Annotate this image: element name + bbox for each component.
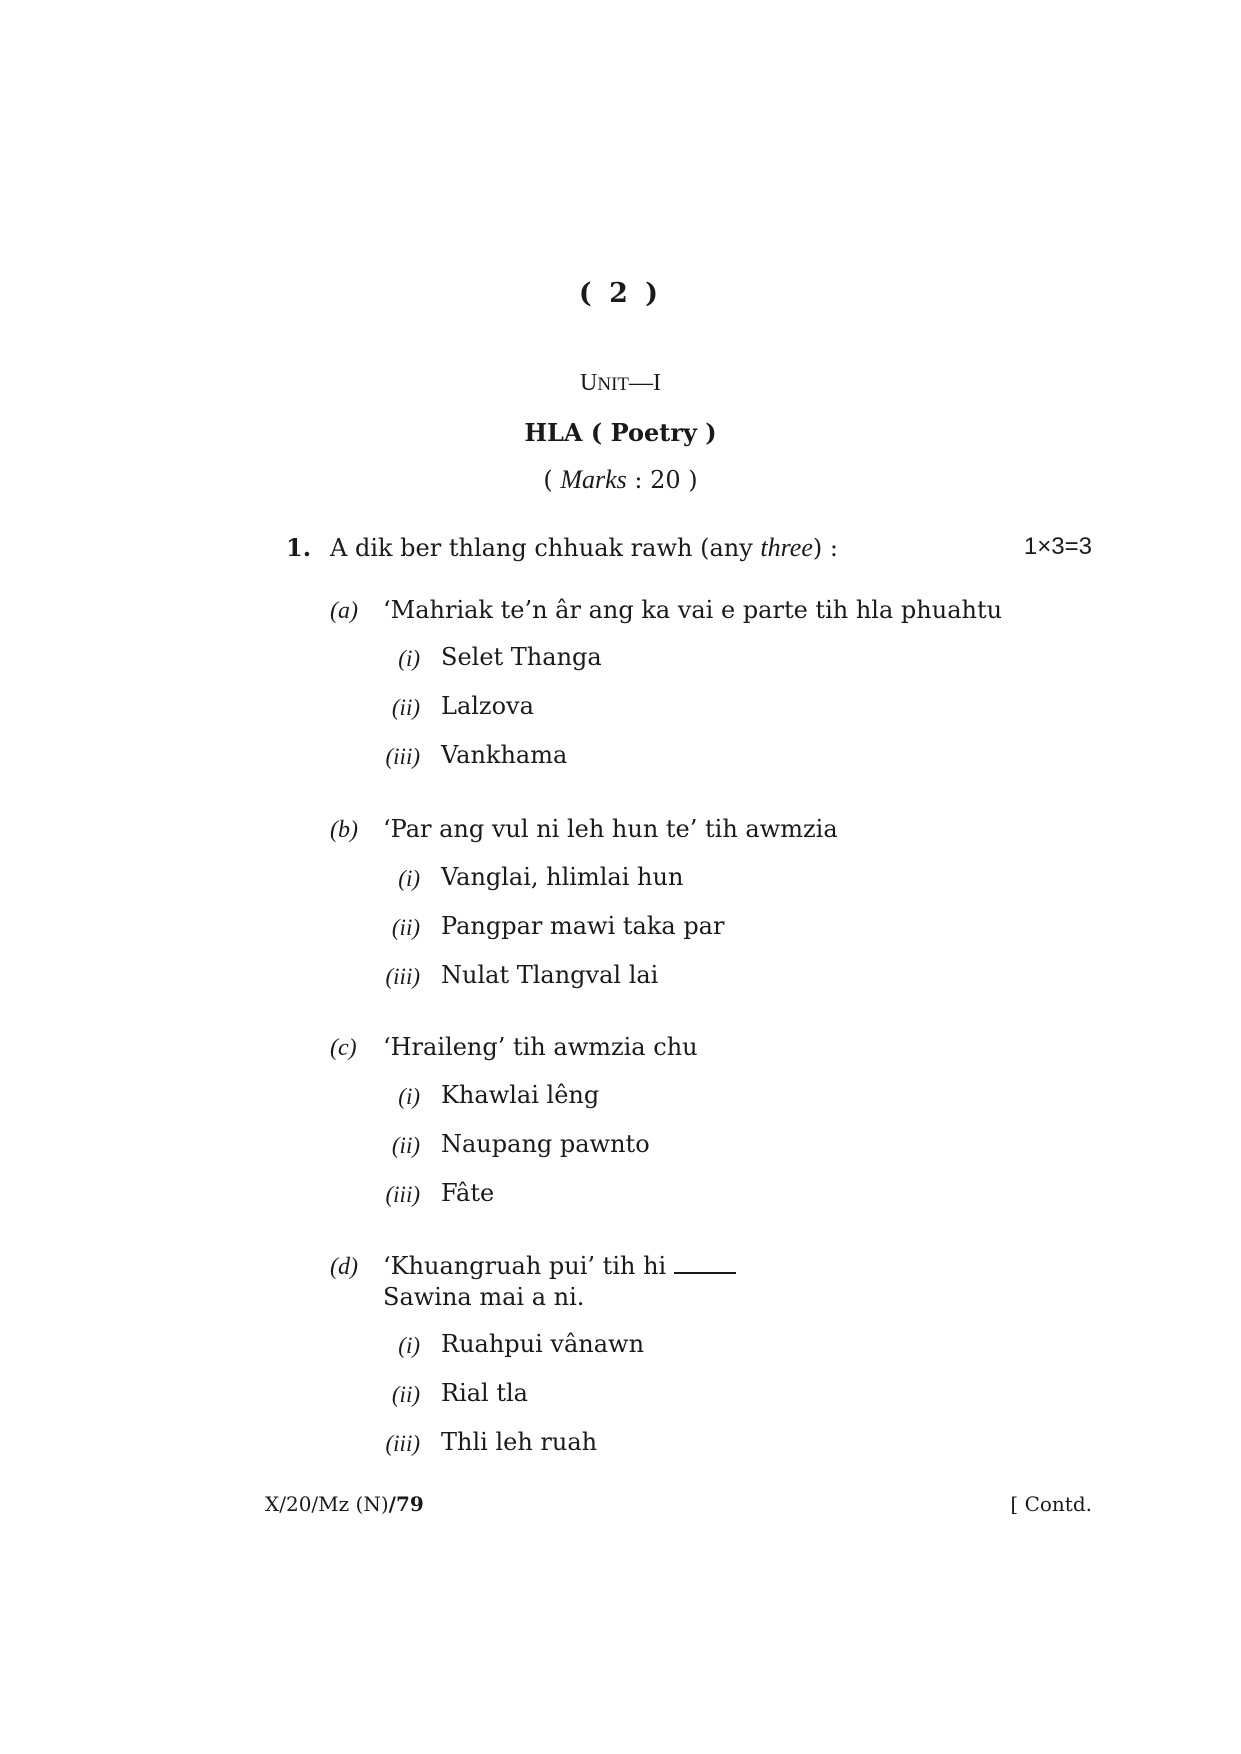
part-d-label: (d): [330, 1254, 358, 1280]
unit-prefix: U: [580, 370, 598, 396]
part-a-option-ii-text: Lalzova: [441, 692, 534, 720]
part-c-option-i-text: Khawlai lêng: [441, 1081, 600, 1109]
question-text-italic: three: [760, 533, 813, 562]
part-b-text: ‘Par ang vul ni leh hun te’ tih awmzia: [383, 815, 838, 843]
part-c-option-ii-label: (ii): [391, 1133, 420, 1158]
part-d-option-i-text: Ruahpui vânawn: [441, 1330, 645, 1358]
unit-suffix: —I: [629, 370, 661, 396]
part-b-option-ii-label: (ii): [391, 915, 420, 940]
part-d-option-iii-label: (iii): [385, 1431, 420, 1456]
part-d-option-ii-text: Rial tla: [441, 1379, 528, 1407]
part-a-option-i-label: (i): [398, 646, 420, 671]
part-c-option-i-label: (i): [398, 1084, 420, 1109]
question-text-before: A dik ber thlang chhuak rawh (any: [330, 534, 761, 562]
section-title: HLA ( Poetry ): [524, 418, 717, 447]
part-b-option-iii-label: (iii): [385, 964, 420, 989]
part-d-text: ‘Khuangruah pui’ tih hi: [383, 1252, 667, 1280]
fill-in-blank: [674, 1268, 736, 1274]
part-c-option-iii-label: (iii): [385, 1182, 420, 1207]
part-d-option-ii-label: (ii): [391, 1382, 420, 1407]
part-a-option-i-text: Selet Thanga: [441, 643, 602, 671]
part-b-option-iii-text: Nulat Tlangval lai: [441, 961, 659, 989]
part-d-option-iii-text: Thli leh ruah: [441, 1428, 598, 1456]
part-b-option-ii-text: Pangpar mawi taka par: [441, 912, 725, 940]
marks-label: Marks: [560, 465, 627, 494]
page-number: ( 2 ): [578, 278, 663, 309]
part-b-option-i-label: (i): [398, 866, 420, 891]
section-marks: [0, 465, 1241, 495]
paper-code-bold: /79: [388, 1492, 424, 1516]
contd-label: [ Contd.: [1010, 1492, 1092, 1516]
part-a-option-iii-text: Vankhama: [441, 741, 568, 769]
question-text: [330, 533, 838, 563]
part-c-option-ii-text: Naupang pawnto: [441, 1130, 650, 1158]
question-number: 1.: [286, 533, 312, 562]
marks-value: : 20 ): [626, 466, 698, 494]
question-text-after: ) :: [812, 534, 838, 562]
part-a-text: ‘Mahriak te’n âr ang ka vai e parte tih hla phuahtu: [383, 596, 1003, 624]
marks-open: (: [543, 466, 561, 494]
part-d-text-line-1: [383, 1251, 736, 1282]
part-b-label: (b): [330, 817, 358, 843]
part-c-text: ‘Hraileng’ tih awmzia chu: [383, 1033, 698, 1061]
paper-code-text: X/20/Mz (N): [265, 1492, 389, 1516]
question-marks: 1×3=3: [1023, 533, 1092, 560]
part-c-option-iii-text: Fâte: [441, 1179, 495, 1207]
part-a-label: (a): [330, 598, 358, 624]
part-a-option-iii-label: (iii): [385, 744, 420, 769]
unit-heading: [0, 370, 1241, 397]
part-d-text-line-2: Sawina mai a ni.: [383, 1283, 585, 1311]
part-a-option-ii-label: (ii): [391, 695, 420, 720]
part-d-option-i-label: (i): [398, 1333, 420, 1358]
part-b-option-i-text: Vanglai, hlimlai hun: [441, 863, 684, 891]
part-c-label: (c): [330, 1035, 357, 1061]
paper-code: [265, 1492, 424, 1516]
unit-small-caps: NIT: [597, 374, 629, 395]
